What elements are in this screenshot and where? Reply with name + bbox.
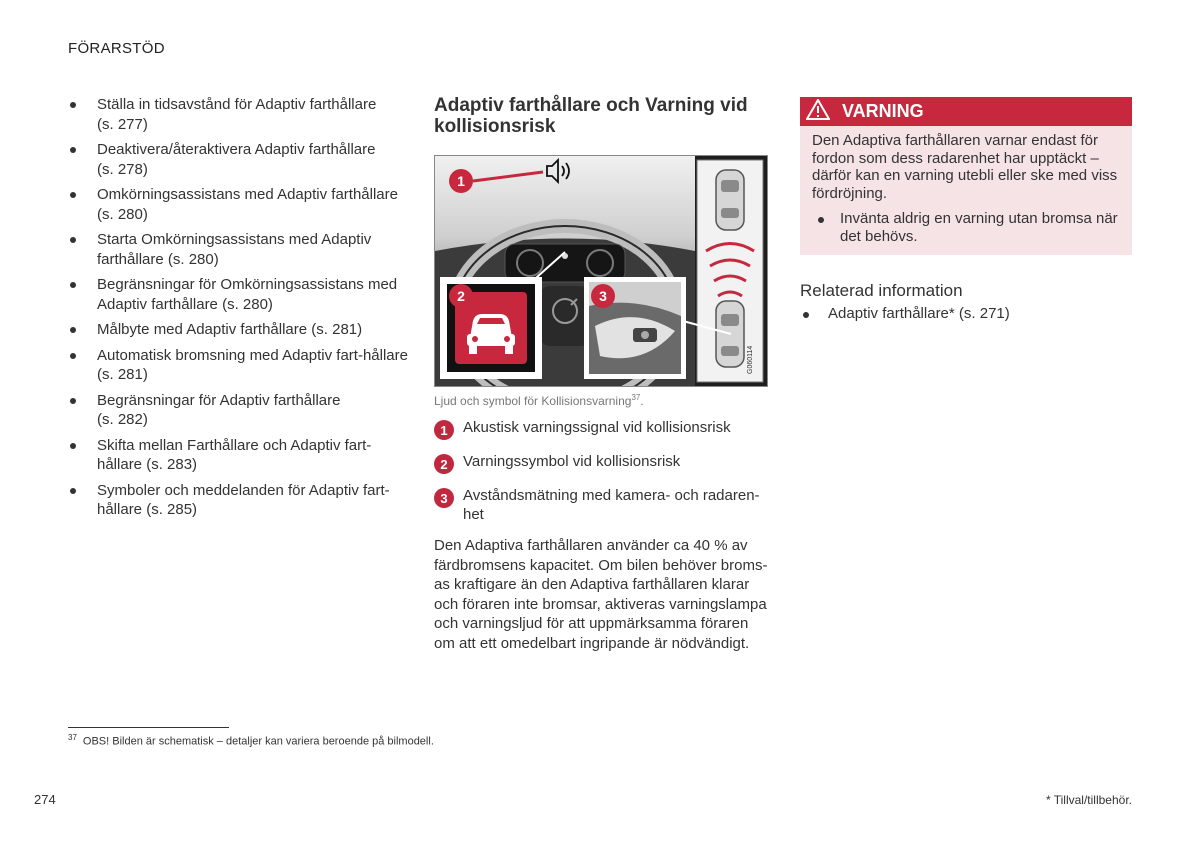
topic-link[interactable] [68,95,408,134]
callout-text: Akustisk varningssignal vid kollisionsrisk [463,419,731,436]
footnote-divider [68,727,229,728]
bullet-dot [70,488,76,494]
topic-page-ref[interactable]: (s. 277) [97,115,148,133]
caption-footnote-ref: 37 [631,393,641,402]
callout-text: Avståndsmätning med kamera- och radaren-het [463,487,760,523]
related-topics-list [68,95,408,526]
collision-warning-illustration [434,155,768,387]
topic-link[interactable] [68,481,408,520]
related-heading: Relaterad information [800,281,963,300]
topic-link[interactable] [68,391,408,430]
svg-text:2: 2 [457,288,465,304]
footnote [68,733,434,748]
topic-link[interactable] [68,185,408,224]
callout-number: 2 [434,454,454,474]
topic-link[interactable] [68,275,408,314]
footnote-number: 37 [68,733,77,742]
callout-item [434,418,770,440]
figure-caption: Ljud och symbol för Kollisionsvarning$^{37}$. [434,393,644,408]
warning-item-text: Invänta aldrig en varning utan bromsa när det behövs. [840,210,1118,245]
illustration-svg [435,156,767,386]
related-link[interactable] [800,305,1132,322]
topic-page-ref[interactable]: (s. 278) [97,160,148,178]
bullet-dot [70,147,76,153]
footnote-text: OBS! Bilden är schematisk – detaljer kan variera beroende på bilmodell. [82,735,434,748]
bullet-dot [70,327,76,333]
warning-text: Den Adaptiva farthållaren varnar endast för fordon som dess radarenhet har upptäckt – därför kan en varning utebli eller ske med viss fördröjning. [812,132,1118,202]
topic-page-ref[interactable]: (s. 280) [97,205,148,223]
footer-note: * Tillval/tillbehör. [1045,793,1132,807]
bullet-dot [70,398,76,404]
callout-number: 3 [434,488,454,508]
topic-text[interactable]: Ställa in tidsavstånd för Adaptiv farthållare [97,96,377,113]
svg-text:3: 3 [599,288,607,304]
topic-text[interactable]: Begränsningar för Omkörningsassistans med Adaptiv farthållare (s. 280) [97,276,398,313]
topic-link[interactable] [68,230,408,269]
topic-text[interactable]: Begränsningar för Adaptiv farthållare [97,391,341,409]
topic-text[interactable]: Starta Omkörningsassistans med Adaptiv farthållare (s. 280) [97,231,372,268]
page-number: 274 [34,792,56,807]
warning-triangle-icon [806,99,830,125]
callout-item [434,452,770,474]
svg-text:1: 1 [457,173,465,189]
topic-link[interactable] [68,320,408,340]
bullet-dot [70,282,76,288]
callout-text: Varningssymbol vid kollisionsrisk [463,453,681,470]
topic-text[interactable]: Symboler och meddelanden för Adaptiv fart-hållare (s. 285) [97,481,390,518]
callout-item [434,486,770,524]
bullet-dot [70,353,76,359]
topic-link[interactable] [68,346,408,385]
warning-header [800,97,1132,126]
article [434,95,770,654]
bullet-dot [70,443,76,449]
topic-text[interactable]: Omkörningsassistans med Adaptiv farthållare [97,186,398,203]
topic-text[interactable]: Skifta mellan Farthållare och Adaptiv fart-hållare (s. 283) [97,436,372,473]
bullet-dot [70,192,76,198]
topic-text[interactable]: Målbyte med Adaptiv farthållare (s. 281) [97,321,363,338]
warning-item [812,210,1120,245]
topic-text[interactable]: Deaktivera/återaktivera Adaptiv farthållare [97,141,376,158]
caption-text: Ljud och symbol för Kollisionsvarning [434,394,632,408]
section-header: FÖRARSTÖD [68,40,165,57]
sidebar [800,97,1132,322]
topic-link[interactable] [68,436,408,475]
callout-list [434,418,770,524]
warning-box [800,97,1132,255]
bullet-dot [70,102,76,108]
topic-text[interactable]: Automatisk bromsning med Adaptiv fart-hållare (s. 281) [97,346,408,383]
warning-title: VARNING [842,101,924,121]
callout-number: 1 [434,420,454,440]
topic-page-ref[interactable]: (s. 282) [97,411,148,428]
article-title: Adaptiv farthållare och Varning vid kollisionsrisk [434,95,748,137]
figure-code: G060114 [747,345,754,374]
related-link-text[interactable]: Adaptiv farthållare* (s. 271) [828,305,1010,322]
body-text: Den Adaptiva farthållaren använder ca 40 % av färdbromsens kapacitet. Om bilen behöver broms-as kraftigare än den Adaptiva farthållaren klarar och föraren inte bromsar, aktiveras varningslampa och varningsljud för att uppmärksamma föraren om att ett omedelbart ingripande är nödvändigt. [434,537,768,652]
bullet-dot [70,237,76,243]
topic-link[interactable] [68,140,408,179]
